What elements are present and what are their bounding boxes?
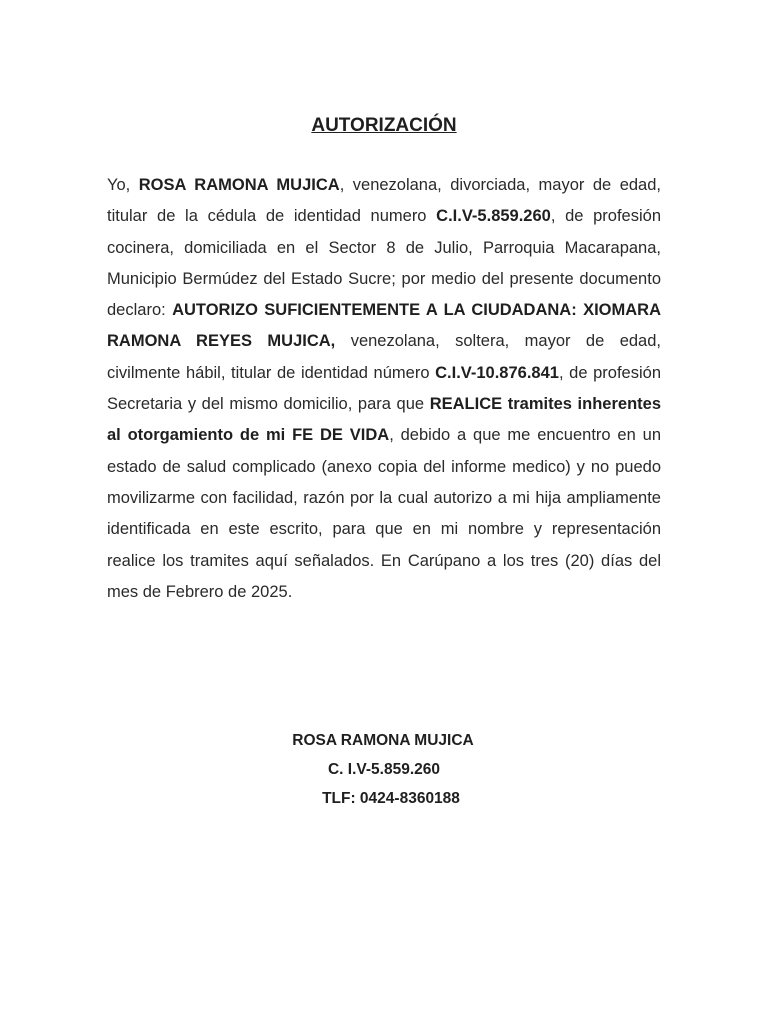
paragraph-segment-bold: C.I.V-5.859.260 — [436, 207, 551, 226]
paragraph-segment: , debido a que me encuentro en un estado de salud complicado (anexo copia del informe medico) y no puedo movilizarme con facilidad, razón por la cual autorizo a mi hija ampliamente identificada en este escrito, para que en mi nombre y representación realice los tramites aquí señalados. En Carúpano a los tres (20) días del mes de Febrero de 2025. — [107, 426, 661, 601]
paragraph-segment-bold: AUTORIZO SUFICIENTEMENTE A LA CIUDADANA: XIOMARA RAMONA REYES MUJICA, — [107, 301, 661, 351]
authorization-paragraph — [107, 170, 661, 608]
paragraph-segment-bold: REALICE tramites inherentes al otorgamiento de mi FE DE VIDA — [107, 395, 661, 445]
paragraph-segment: , venezolana, divorciada, mayor de edad, titular de la cédula de identidad numero — [107, 176, 661, 226]
signature-name: ROSA RAMONA MUJICA — [292, 732, 474, 749]
paragraph-segment: Yo, — [107, 176, 139, 194]
paragraph-segment-bold: ROSA RAMONA MUJICA — [138, 176, 340, 194]
signature-phone: TLF: 0424-8360188 — [322, 790, 460, 807]
paragraph-segment-bold: C.I.V-10.876.841 — [435, 363, 559, 382]
paragraph-segment: , de profesión cocinera, domiciliada en el Sector 8 de Julio, Parroquia Macarapana, Municipio Bermúdez del Estado Sucre; por medio del presente documento declaro: — [107, 207, 662, 320]
paragraph-segment: , de profesión Secretaria y del mismo domicilio, para que — [107, 363, 661, 414]
paragraph-segment: venezolana, soltera, mayor de edad, civilmente hábil, titular de identidad número — [107, 332, 661, 382]
signature-id-number: C. I.V-5.859.260 — [327, 761, 441, 778]
document-title: AUTORIZACIÓN — [311, 115, 457, 136]
